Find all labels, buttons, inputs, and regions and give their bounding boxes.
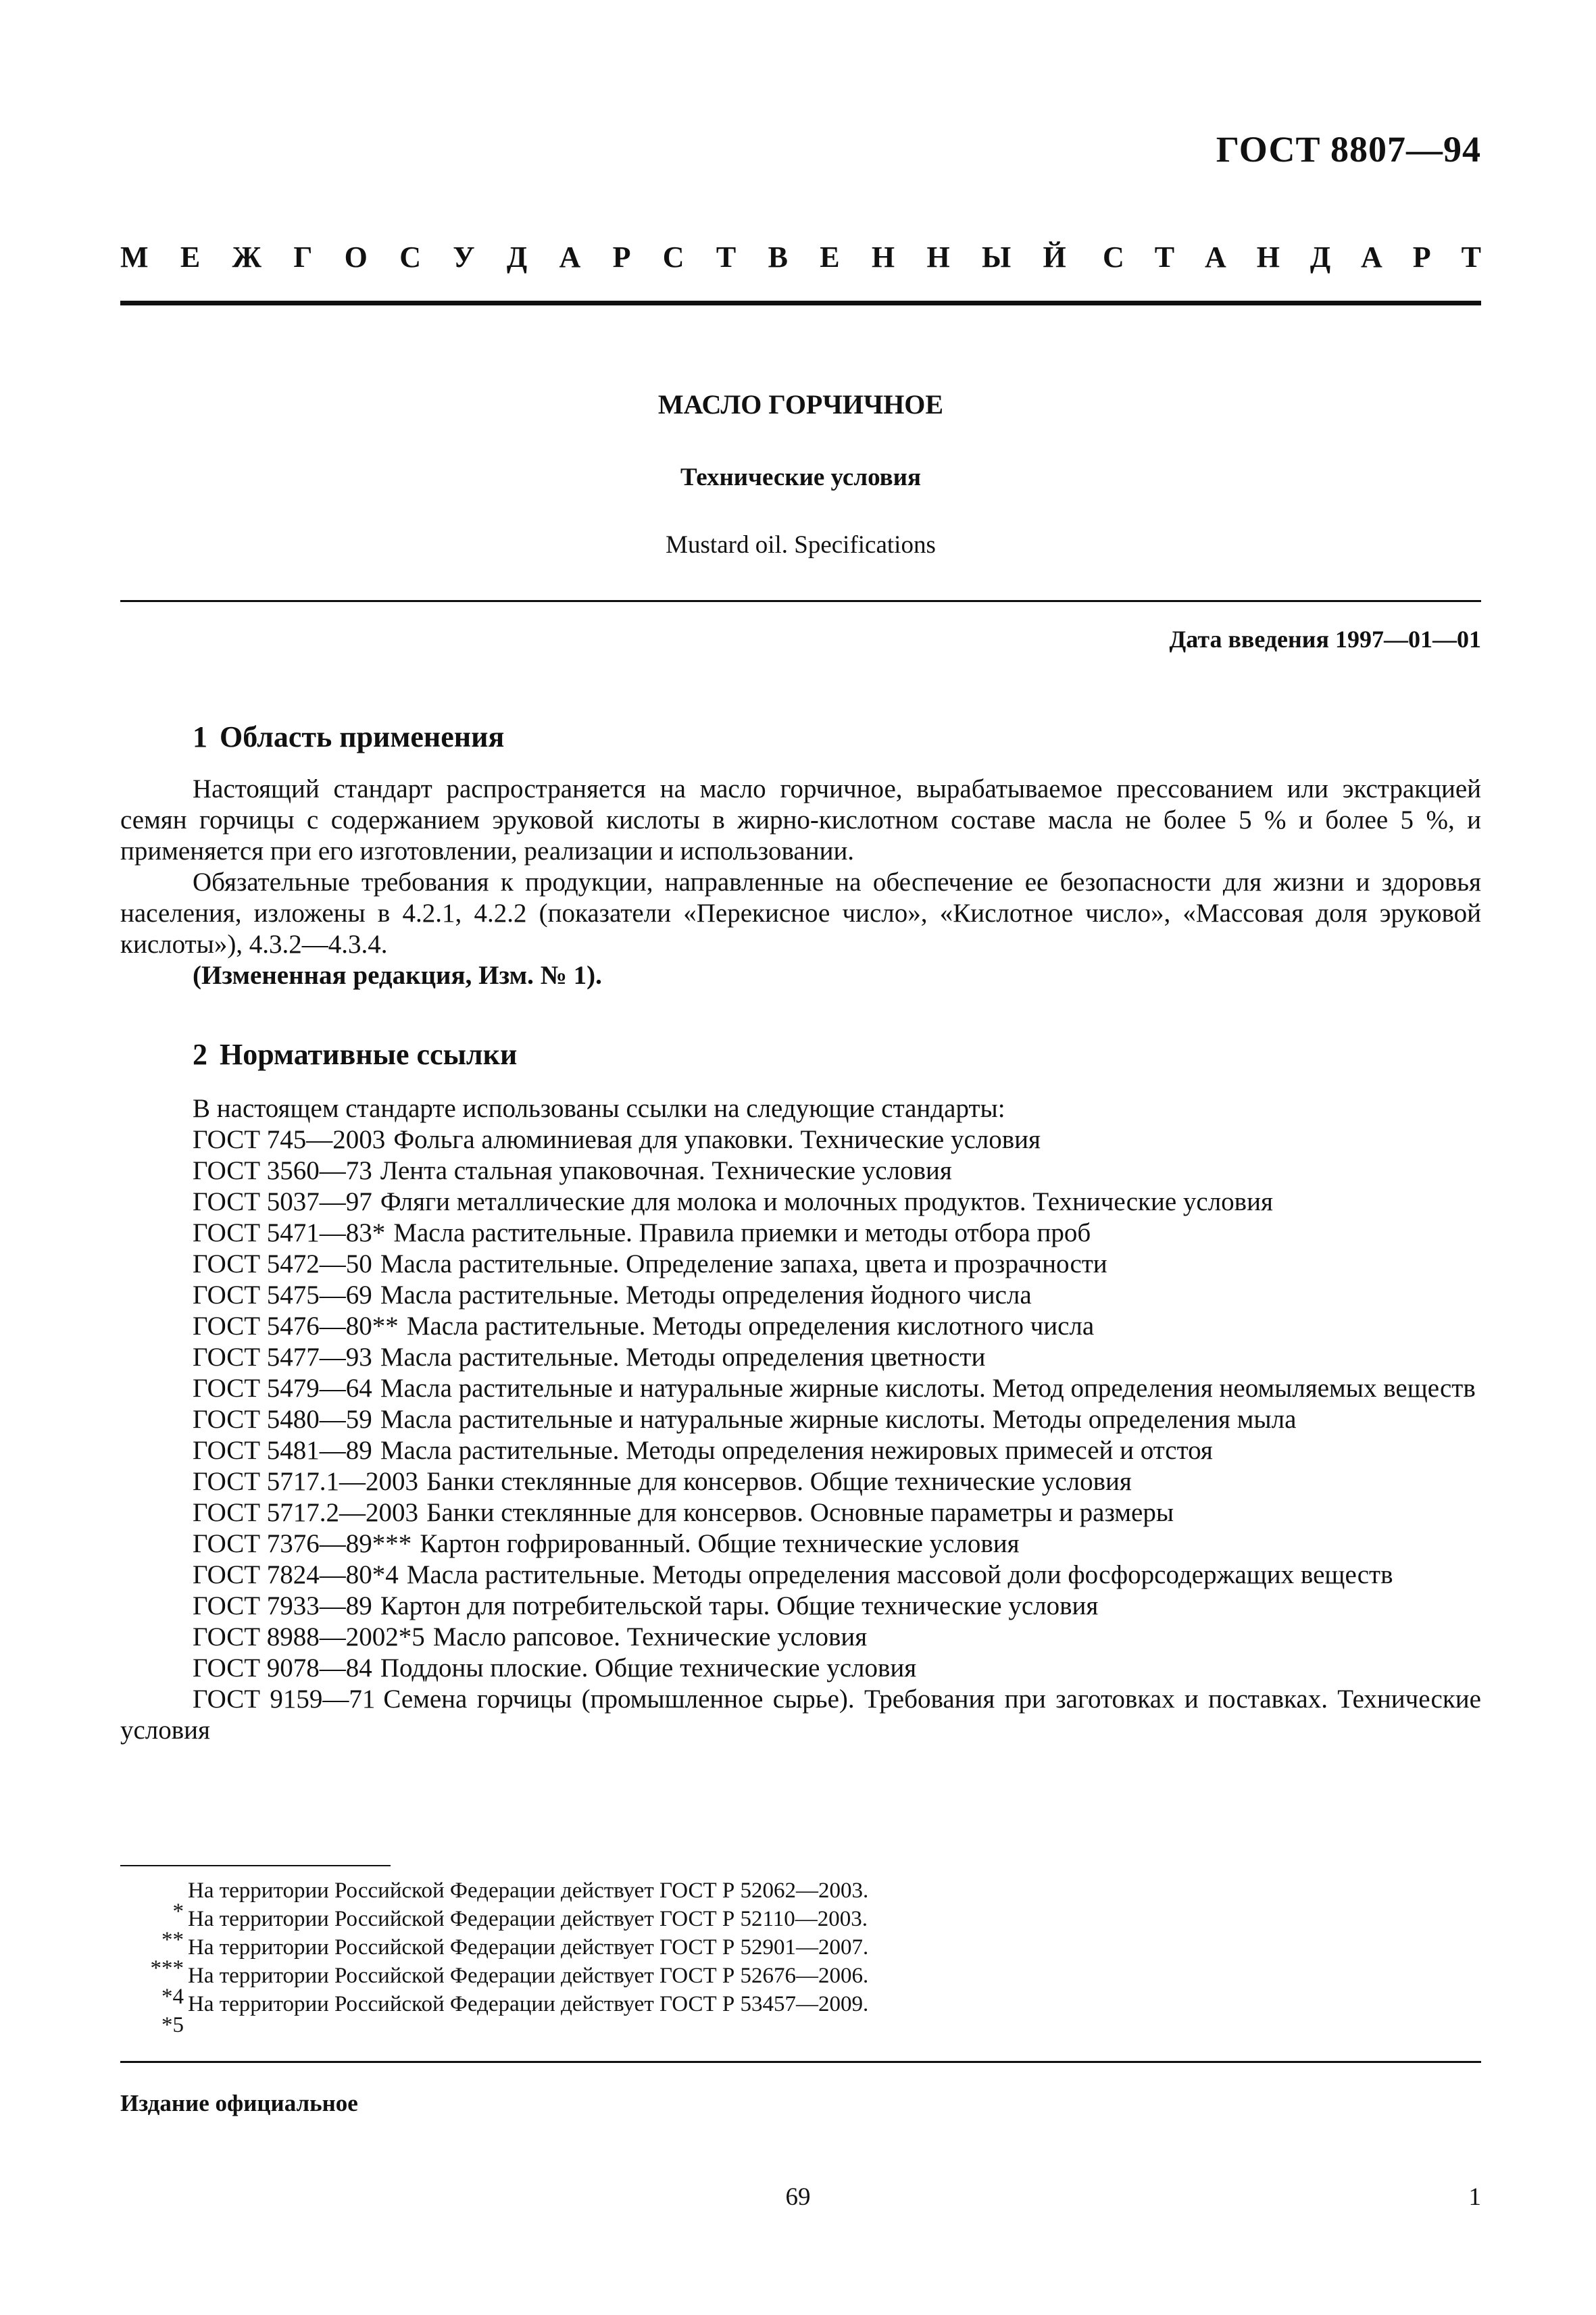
edition-label: Издание официальное [120, 2090, 358, 2116]
standard-type-heading [120, 240, 1481, 274]
letter: С [399, 241, 421, 274]
section-2-heading [193, 1037, 517, 1072]
letter: О [344, 241, 368, 274]
letter: Н [871, 241, 895, 274]
letter: Ж [232, 241, 262, 274]
letter: У [453, 241, 475, 274]
paragraph: Настоящий стандарт распространяется на масло горчичное, вырабатываемое прессованием или экстракцией семян горчицы с содержанием эруковой кислоты в жирно-кислотном составе масла не более 5 % и более 5 %, и применяется при его изготовлении, реализации и использовании. [120, 774, 1481, 866]
letter: Й [1043, 241, 1066, 274]
english-title: Mustard oil. Specifications [666, 531, 936, 559]
section-number: 1 [193, 720, 207, 753]
letter: Т [1461, 241, 1481, 274]
letter: С [662, 241, 684, 274]
reference-item: ГОСТ 5477—93 Масла растительные. Методы определения цветности [193, 1343, 986, 1372]
section-title: Нормативные ссылки [220, 1038, 518, 1071]
reference-item: ГОСТ 5472—50 Масла растительные. Определение запаха, цвета и прозрачности [193, 1249, 1107, 1278]
footnote-mark: *** [150, 1956, 184, 1981]
letter: Ы [982, 241, 1012, 274]
amendment-note: (Измененная редакция, Изм. № 1). [193, 961, 602, 990]
section-1-heading [193, 720, 504, 754]
reference-item: ГОСТ 3560—73 Лента стальная упаковочная. Технические условия [193, 1156, 952, 1185]
reference-item: ГОСТ 5476—80** Масла растительные. Методы определения кислотного числа [193, 1312, 1095, 1341]
page-number-right: 1 [1468, 2183, 1481, 2211]
reference-item: ГОСТ 5037—97 Фляги металлические для молока и молочных продуктов. Технические условия [193, 1187, 1273, 1216]
letter: Е [820, 241, 840, 274]
document-subtitle: Технические условия [680, 464, 921, 491]
footnote-mark: * [172, 1899, 184, 1924]
footnote: *4 На территории Российской Федерации действует ГОСТ Р 52676—2006. [120, 1962, 1481, 1990]
letter: Р [1412, 241, 1431, 274]
document-title: МАСЛО ГОРЧИЧНОЕ [657, 389, 944, 420]
letter: Д [1310, 241, 1331, 274]
reference-item: ГОСТ 7376—89*** Картон гофрированный. Общие технические условия [193, 1529, 1020, 1558]
letter: А [559, 241, 581, 274]
standard-type-word-1 [120, 240, 1066, 274]
reference-item: ГОСТ 5479—64 Масла растительные и натуральные жирные кислоты. Метод определения неомыляемых веществ [193, 1374, 1476, 1403]
section-1-body [120, 774, 1481, 991]
footnote: ** На территории Российской Федерации действует ГОСТ Р 52110—2003. [120, 1905, 1481, 1933]
standard-type-word-2 [1103, 240, 1481, 274]
letter: М [120, 241, 149, 274]
letter: Н [926, 241, 950, 274]
reference-item: ГОСТ 745—2003 Фольга алюминиевая для упаковки. Технические условия [193, 1125, 1041, 1154]
paragraph: Обязательные требования к продукции, направленные на обеспечение ее безопасности для жизни и здоровья населения, изложены в 4.2.1, 4.2.2 (показатели «Перекисное число», «Кислотное число», «Массовая доля эруковой кислоты»), 4.3.2—4.3.4. [120, 868, 1481, 959]
letter: Т [716, 241, 737, 274]
letter: С [1103, 241, 1124, 274]
reference-item: ГОСТ 7824—80*4 Масла растительные. Методы определения массовой доли фосфорсодержащих веществ [193, 1560, 1393, 1589]
reference-item: ГОСТ 9159—71 Семена горчицы (промышленное сырье). Требования при заготовках и поставках. Технические условия [120, 1685, 1481, 1745]
page-number-center: 69 [785, 2183, 811, 2211]
references-list [120, 1093, 1481, 1746]
letter: Д [506, 241, 528, 274]
title-divider [120, 600, 1481, 602]
letter: Е [180, 241, 201, 274]
section-title: Область применения [220, 720, 505, 753]
letter: А [1361, 241, 1382, 274]
introduction-date: Дата введения 1997—01—01 [1169, 626, 1481, 653]
reference-item: ГОСТ 5481—89 Масла растительные. Методы определения нежировых примесей и отстоя [193, 1436, 1213, 1465]
reference-item: ГОСТ 5717.2—2003 Банки стеклянные для консервов. Основные параметры и размеры [193, 1498, 1174, 1527]
section-number: 2 [193, 1038, 207, 1071]
reference-item: ГОСТ 5717.1—2003 Банки стеклянные для консервов. Общие технические условия [193, 1467, 1132, 1496]
letter: Г [293, 241, 313, 274]
footnote: *** На территории Российской Федерации действует ГОСТ Р 52901—2007. [120, 1933, 1481, 1962]
letter: В [768, 241, 788, 274]
footnote-mark: *5 [161, 2013, 184, 2037]
header-divider [120, 301, 1481, 305]
footnote-divider [120, 1865, 391, 1866]
footnote: *5 На территории Российской Федерации действует ГОСТ Р 53457—2009. [120, 1990, 1481, 2018]
footnote-mark: *4 [161, 1985, 184, 2009]
reference-item: ГОСТ 9078—84 Поддоны плоские. Общие технические условия [193, 1653, 917, 1683]
reference-item: ГОСТ 7933—89 Картон для потребительской тары. Общие технические условия [193, 1591, 1099, 1620]
letter: Р [612, 241, 631, 274]
reference-item: ГОСТ 5480—59 Масла растительные и натуральные жирные кислоты. Методы определения мыла [193, 1405, 1297, 1434]
footnote: * На территории Российской Федерации действует ГОСТ Р 52062—2003. [120, 1876, 1481, 1905]
footnotes [120, 1876, 1481, 2037]
footer-divider [120, 2061, 1481, 2063]
reference-item: ГОСТ 5471—83* Масла растительные. Правила приемки и методы отбора проб [193, 1218, 1091, 1247]
letter: Т [1154, 241, 1175, 274]
footnote-mark: ** [161, 1928, 184, 1952]
references-intro: В настоящем стандарте использованы ссылки на следующие стандарты: [193, 1094, 1005, 1123]
letter: Н [1256, 241, 1280, 274]
reference-item: ГОСТ 5475—69 Масла растительные. Методы определения йодного числа [193, 1280, 1032, 1310]
letter: А [1204, 241, 1226, 274]
reference-item: ГОСТ 8988—2002*5 Масло рапсовое. Технические условия [193, 1622, 868, 1651]
document-number: ГОСТ 8807—94 [1216, 129, 1481, 170]
